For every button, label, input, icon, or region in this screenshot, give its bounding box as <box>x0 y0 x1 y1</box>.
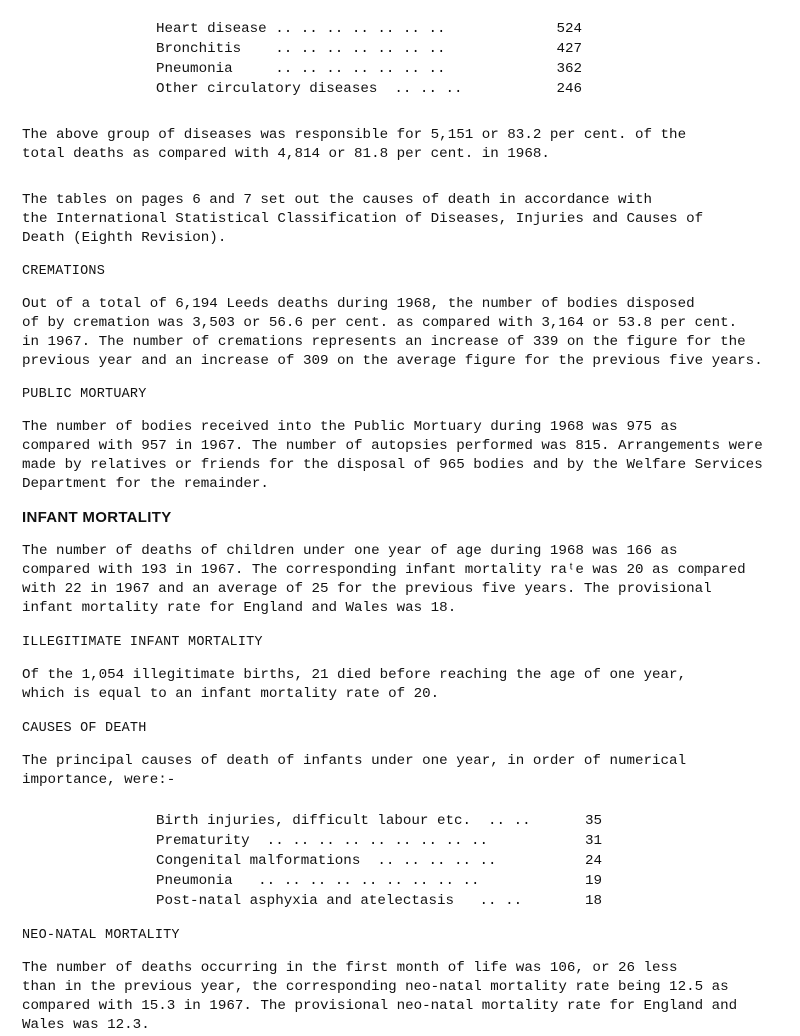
illegitimate-line: Of the 1,054 illegitimate births, 21 died before reaching the age of one year, <box>22 667 687 683</box>
infant-cause-row <box>156 812 602 832</box>
causes-line: importance, were:- <box>22 772 176 788</box>
section-heading-illegitimate: ILLEGITIMATE INFANT MORTALITY <box>22 635 263 650</box>
cremations-line: Out of a total of 6,194 Leeds deaths during 1968, the number of bodies disposed <box>22 296 695 312</box>
mortuary-line: compared with 957 in 1967. The number of autopsies performed was 815. Arrangements were <box>22 438 763 454</box>
cremations-line: previous year and an increase of 309 on the average figure for the previous five years. <box>22 353 763 369</box>
disease-count: 362 <box>556 61 582 77</box>
section-heading-causes: CAUSES OF DEATH <box>22 721 147 736</box>
cause-count: 35 <box>584 813 602 829</box>
mortuary-line: made by relatives or friends for the disposal of 965 bodies and by the Welfare Services <box>22 457 763 473</box>
disease-row <box>156 40 582 60</box>
cause-count: 31 <box>584 833 602 849</box>
cremations-line: in 1967. The number of cremations represents an increase of 339 on the figure for the <box>22 334 746 350</box>
disease-label: Pneumonia .. .. .. .. .. .. .. <box>156 61 446 77</box>
neonatal-line: Wales was 12.3. <box>22 1017 150 1033</box>
section-heading-neonatal: NEO-NATAL MORTALITY <box>22 928 180 943</box>
tables-line: The tables on pages 6 and 7 set out the causes of death in accordance with <box>22 192 653 208</box>
neonatal-line: compared with 15.3 in 1967. The provisional neo-natal mortality rate for England and <box>22 998 738 1014</box>
neonatal-line: than in the previous year, the corresponding neo-natal mortality rate being 12.5 as <box>22 979 729 995</box>
cause-label: Pneumonia .. .. .. .. .. .. .. .. .. <box>156 873 480 889</box>
infant-line: infant mortality rate for England and Wales was 18. <box>22 600 457 616</box>
infant-cause-row <box>156 892 602 912</box>
disease-count: 427 <box>556 41 582 57</box>
causes-line: The principal causes of death of infants under one year, in order of numerical <box>22 753 687 769</box>
cause-count: 24 <box>584 853 602 869</box>
disease-count: 246 <box>556 81 582 97</box>
illegitimate-line: which is equal to an infant mortality rate of 20. <box>22 686 440 702</box>
disease-label: Other circulatory diseases .. .. .. <box>156 81 463 97</box>
neonatal-line: The number of deaths occurring in the first month of life was 106, or 26 less <box>22 960 678 976</box>
disease-row <box>156 20 582 40</box>
summary-line: total deaths as compared with 4,814 or 81.8 per cent. in 1968. <box>22 146 550 162</box>
cause-label: Prematurity .. .. .. .. .. .. .. .. .. <box>156 833 489 849</box>
section-heading-cremations: CREMATIONS <box>22 264 106 279</box>
cause-label: Post-natal asphyxia and atelectasis .. .. <box>156 893 523 909</box>
section-heading-infant: INFANT MORTALITY <box>22 509 172 526</box>
cremations-line: of by cremation was 3,503 or 56.6 per cent. as compared with 3,164 or 53.8 per cent. <box>22 315 738 331</box>
disease-count: 524 <box>556 21 582 37</box>
mortuary-line: Department for the remainder. <box>22 476 269 492</box>
tables-line: Death (Eighth Revision). <box>22 230 227 246</box>
mortuary-line: The number of bodies received into the Public Mortuary during 1968 was 975 as <box>22 419 678 435</box>
summary-line: The above group of diseases was responsible for 5,151 or 83.2 per cent. of the <box>22 127 687 143</box>
disease-row <box>156 60 582 80</box>
infant-line: compared with 193 in 1967. The corresponding infant mortality raᵗe was 20 as compared <box>22 562 746 578</box>
cause-count: 19 <box>584 873 602 889</box>
disease-label: Bronchitis .. .. .. .. .. .. .. <box>156 41 446 57</box>
cause-count: 18 <box>584 893 602 909</box>
infant-cause-row <box>156 852 602 872</box>
section-heading-mortuary: PUBLIC MORTUARY <box>22 387 147 402</box>
disease-row <box>156 80 582 100</box>
cause-label: Birth injuries, difficult labour etc. .. .. <box>156 813 531 829</box>
infant-cause-row <box>156 832 602 852</box>
tables-line: the International Statistical Classification of Diseases, Injuries and Causes of <box>22 211 704 227</box>
infant-cause-row <box>156 872 602 892</box>
infant-line: with 22 in 1967 and an average of 25 for the previous five years. The provisional <box>22 581 712 597</box>
disease-label: Heart disease .. .. .. .. .. .. .. <box>156 21 446 37</box>
cause-label: Congenital malformations .. .. .. .. .. <box>156 853 497 869</box>
infant-line: The number of deaths of children under one year of age during 1968 was 166 as <box>22 543 678 559</box>
